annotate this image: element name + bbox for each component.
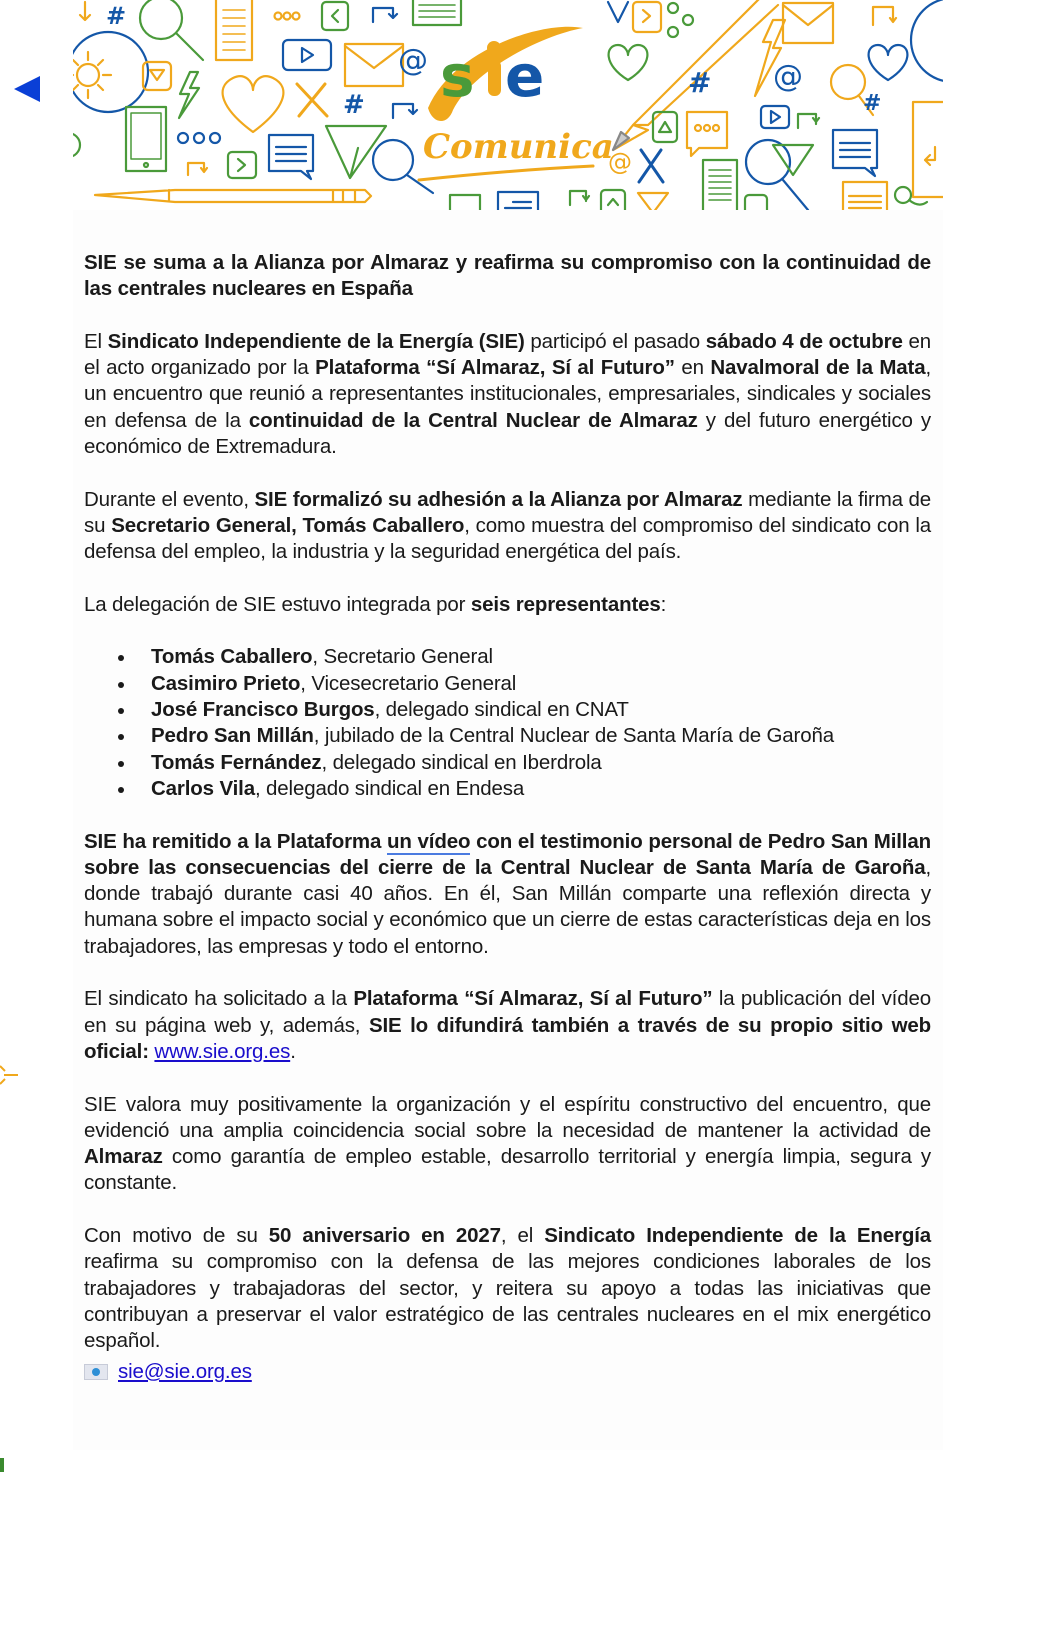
video-link[interactable]: un vídeo: [387, 829, 471, 853]
chat-icon: [269, 135, 313, 179]
representatives-list: [84, 644, 931, 802]
svg-text:@: @: [398, 43, 428, 78]
bold-text: continuidad de la Central Nuclear de Almaraz: [248, 408, 698, 432]
text: , un encuentro que reunió a representantes institucionales, empresariales, sindicales y sociales en defensa de la: [84, 356, 931, 432]
rep-role: , Vicesecretario General: [300, 671, 517, 695]
text: como garantía de empleo estable, desarrollo territorial y energía limpia, segura y constante.: [84, 1145, 931, 1195]
bold-text: SIE formalizó su adhesión a la Alianza por Almaraz: [254, 487, 743, 511]
sie-comunica-banner: [73, 0, 943, 210]
bold-text: SIE lo difundirá también a través de su propio sitio web oficial:: [84, 1013, 931, 1063]
bold-text: Almaraz: [84, 1145, 163, 1169]
svg-text:#: #: [688, 66, 712, 99]
document-icon: [216, 0, 252, 60]
text: en: [674, 356, 711, 380]
bold-text: Plataforma “Sí Almaraz, Sí al Futuro”: [353, 987, 713, 1011]
list-item: [151, 776, 931, 802]
text: SIE valora muy positivamente la organización y el espíritu constructivo del encuentro, que evidenció una amplia coincidencia social sobre la necesidad de mantener la actividad de: [84, 1092, 931, 1142]
rep-name: Tomás Caballero: [151, 645, 313, 669]
svg-text:@: @: [608, 148, 632, 176]
rep-name: Casimiro Prieto: [151, 671, 301, 695]
svg-text:e: e: [505, 42, 545, 110]
text: El: [84, 329, 108, 353]
svg-text:@: @: [773, 59, 803, 94]
envelope-icon: [345, 44, 403, 86]
text: y del futuro energético y económico de Extremadura.: [84, 408, 931, 459]
text: :: [660, 592, 667, 616]
text: La delegación de SIE estuvo integrada por: [84, 592, 471, 616]
text: .: [290, 1039, 296, 1063]
text: Con motivo de su: [84, 1223, 269, 1247]
heart-icon: [223, 76, 284, 132]
back-arrow-icon[interactable]: [14, 76, 40, 102]
text: mediante la firma de su: [84, 487, 932, 537]
rep-role: , Secretario General: [312, 645, 493, 669]
bold-text: 50 aniversario en 2027: [268, 1223, 501, 1247]
bold-text: Sindicato Independiente de la Energía: [544, 1223, 932, 1247]
text: El sindicato ha solicitado a la: [84, 987, 354, 1011]
text: reafirma su compromiso con la defensa de las mejores condiciones laborales de los trabajadores y trabajadoras del sector, y reitera su apoyo a todas las iniciativas que contribuyan a preservar el valor estratégico de las centrales nucleares en el mix energético español.: [84, 1250, 931, 1353]
paragraph-delegation: [84, 592, 931, 618]
green-decoration: [0, 1458, 4, 1472]
paragraph-adhesion: [84, 487, 931, 566]
text: participó el pasado: [524, 329, 706, 353]
rep-role: , delegado sindical en Endesa: [254, 776, 525, 800]
lightning-icon: [179, 72, 199, 118]
play-icon: [283, 40, 331, 70]
phone-icon: [126, 107, 166, 171]
bold-text: Plataforma “Sí Almaraz, Sí al Futuro”: [315, 356, 675, 380]
sun-rays-decoration-icon: [0, 1060, 20, 1090]
email-contact: [84, 1359, 931, 1385]
rep-role: , delegado sindical en CNAT: [374, 698, 629, 722]
list-item: [151, 644, 931, 670]
rep-name: Carlos Vila: [151, 776, 255, 800]
text: , como muestra del compromiso del sindicato con la defensa del empleo, la industria y la seguridad energética del país.: [84, 513, 931, 564]
list-item: [151, 723, 931, 749]
rep-name: José Francisco Burgos: [151, 698, 375, 722]
list-item: [151, 697, 931, 723]
paragraph-publication: [84, 986, 931, 1065]
paragraph-event: [84, 329, 931, 460]
text: , el: [500, 1223, 545, 1247]
text: Durante el evento,: [84, 487, 255, 511]
globe-icon: [73, 32, 148, 112]
rep-role: , jubilado de la Central Nuclear de Santa María de Garoña: [313, 724, 834, 748]
rep-name: Pedro San Millán: [151, 724, 314, 748]
article-body: [84, 250, 931, 1385]
rep-name: Tomás Fernández: [151, 750, 322, 774]
list-item: [151, 750, 931, 776]
text: , donde trabajó durante casi 40 años. En él, San Millán comparte una reflexión directa y humana sobre el impacto social y económico que un cierre de estas características deja en los trabajadores, las empresas y todo el entorno.: [84, 855, 931, 958]
svg-text:#: #: [106, 2, 127, 30]
arrow-icon: [80, 2, 90, 20]
x-logo-icon: [297, 84, 327, 116]
email-icon: [84, 1364, 108, 1380]
svg-text:#: #: [863, 91, 882, 116]
paragraph-valuation: [84, 1092, 931, 1197]
paragraph-anniversary: [84, 1223, 931, 1354]
rep-role: , delegado sindical en Iberdrola: [321, 750, 602, 774]
bold-text: sábado 4 de octubre: [705, 329, 903, 353]
text: la publicación del vídeo en su página web y, además,: [84, 987, 931, 1037]
banner-illustration: [73, 0, 943, 210]
sun-icon: [77, 64, 99, 86]
bold-text: Sindicato Independiente de la Energía (SIE): [107, 329, 525, 353]
text: en el acto organizado por la: [84, 329, 931, 380]
bold-text: Navalmoral de la Mata: [710, 356, 926, 380]
comunica-script: Comunica: [423, 127, 614, 167]
pencil-icon: [95, 190, 371, 202]
list-item: [151, 671, 931, 697]
bold-text: con el testimonio personal de Pedro San Millan sobre las consecuencias del cierre de la Central Nuclear de Santa María de Garoña: [84, 829, 931, 879]
bold-text: SIE ha remitido a la Plataforma: [84, 829, 388, 853]
sie-logo-s: s: [440, 42, 475, 110]
share-icon: [73, 133, 80, 157]
bold-text: Secretario General, Tomás Caballero: [111, 513, 465, 537]
email-link[interactable]: sie@sie.org.es: [118, 1359, 252, 1383]
article-title: SIE se suma a la Alianza por Almaraz y reafirma su compromiso con la continuidad de las centrales nucleares en España: [84, 251, 931, 301]
svg-text:#: #: [343, 90, 365, 120]
paragraph-video: [84, 829, 931, 960]
website-link[interactable]: www.sie.org.es: [154, 1039, 291, 1063]
bold-text: seis representantes: [470, 592, 661, 616]
